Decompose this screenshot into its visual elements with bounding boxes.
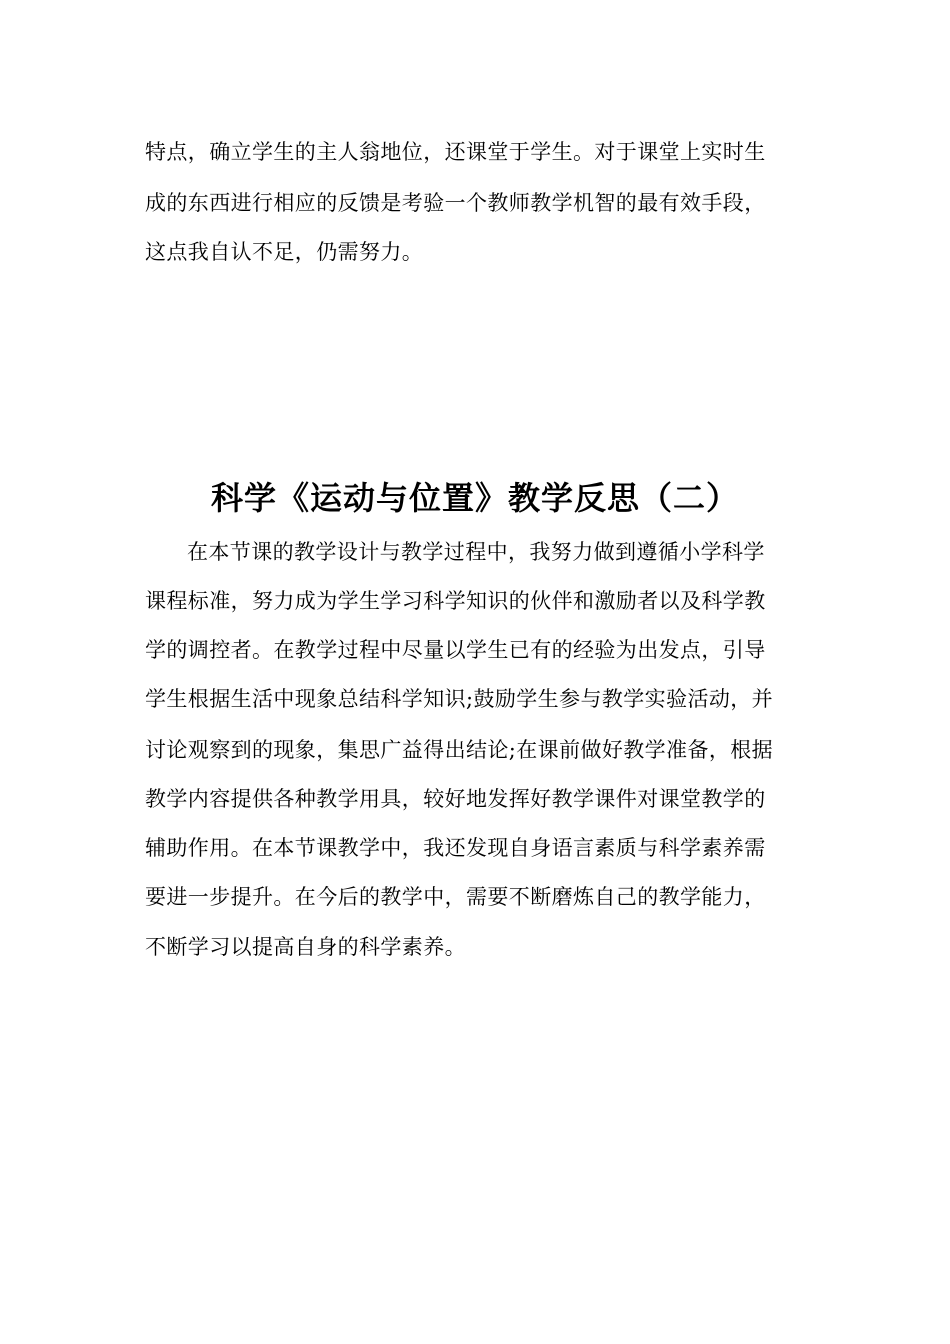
paragraph-line: 学的调控者。在教学过程中尽量以学生已有的经验为出发点，引导 bbox=[145, 638, 766, 662]
paragraph-line: 特点，确立学生的主人翁地位，还课堂于学生。对于课堂上实时生 bbox=[145, 140, 766, 164]
paragraph-line: 这点我自认不足，仍需努力。 bbox=[145, 240, 424, 264]
paragraph-line: 成的东西进行相应的反馈是考验一个教师教学机智的最有效手段， bbox=[145, 191, 766, 215]
paragraph-line: 讨论观察到的现象，集思广益得出结论;在课前做好教学准备，根据 bbox=[145, 738, 774, 762]
paragraph-line: 在本节课的教学设计与教学过程中，我努力做到遵循小学科学 bbox=[187, 540, 765, 564]
paragraph-line: 不断学习以提高自身的科学素养。 bbox=[145, 935, 466, 959]
paragraph-line: 学生根据生活中现象总结科学知识;鼓励学生参与教学实验活动，并 bbox=[145, 687, 774, 711]
paragraph-line: 课程标准，努力成为学生学习科学知识的伙伴和激励者以及科学教 bbox=[145, 589, 766, 613]
article-title: 科学《运动与位置》教学反思（二） bbox=[210, 479, 739, 517]
paragraph-line: 要进一步提升。在今后的教学中，需要不断磨炼自己的教学能力， bbox=[145, 885, 766, 909]
paragraph-line: 教学内容提供各种教学用具，较好地发挥好教学课件对课堂教学的 bbox=[145, 787, 766, 811]
paragraph-line: 辅助作用。在本节课教学中，我还发现自身语言素质与科学素养需 bbox=[145, 836, 766, 860]
